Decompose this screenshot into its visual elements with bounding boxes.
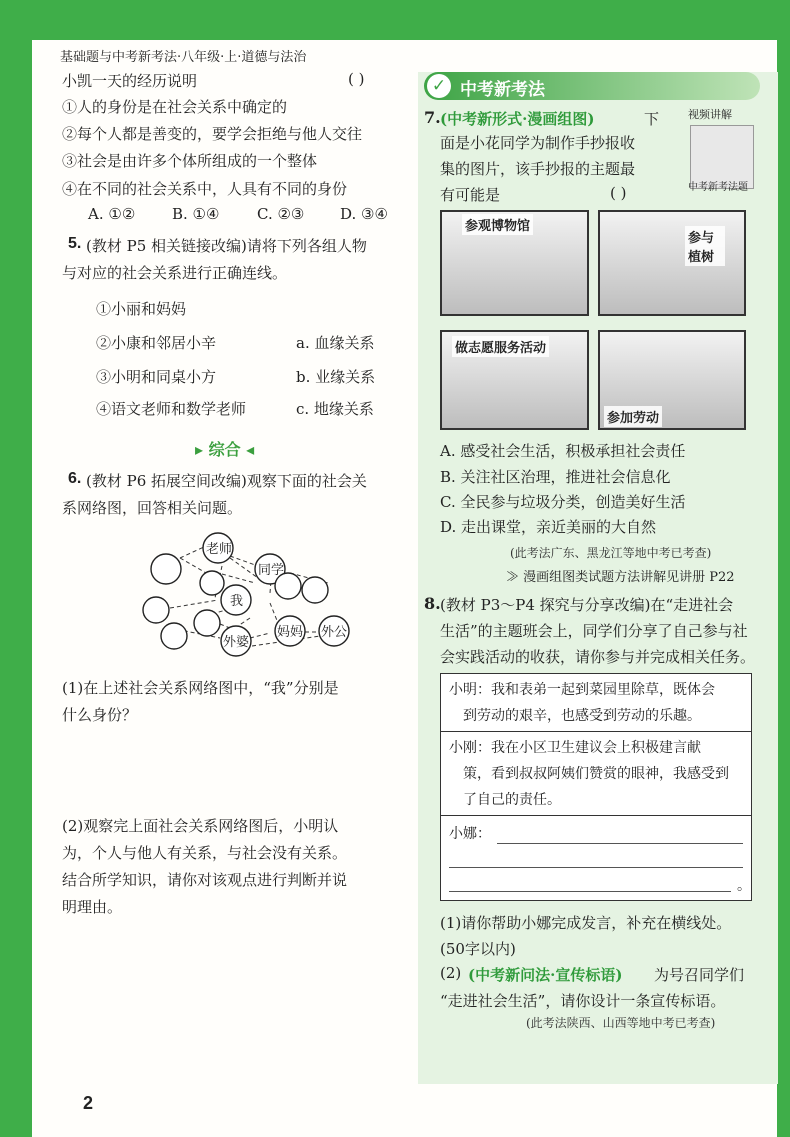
q4-choice: B. ①④	[172, 205, 220, 223]
q4-choice: C. ②③	[257, 205, 305, 223]
q5-number: 5.	[68, 235, 82, 252]
network-label-me: 我	[230, 594, 244, 609]
q6-stem-line: (教材 P6 拓展空间改编)观察下面的社会关	[86, 472, 367, 490]
network-label-grandpa: 外公	[321, 625, 348, 640]
qr-sub-label: 中考新考法题	[688, 182, 748, 193]
banner-title: 中考新考法	[460, 80, 545, 100]
q6-sub1-line: (1)在上述社会关系网络图中，“我”分别是	[62, 679, 339, 697]
q5-person: ④语文老师和数学老师	[96, 400, 247, 418]
check-icon: ✓	[427, 74, 451, 98]
share-text: 策，看到叔叔阿姨们赞赏的眼神，我感受到	[463, 766, 729, 782]
q5-relation: a. 血缘关系	[296, 334, 375, 352]
comic-image-museum	[440, 210, 589, 316]
q5-relation: b. 业缘关系	[296, 368, 376, 386]
q5-stem-line: (教材 P5 相关链接改编)请将下列各组人物	[86, 237, 367, 255]
network-node-empty	[200, 571, 224, 595]
share-text: 小娜：	[449, 826, 491, 842]
q8-stem-line: 生活”的主题班会上，同学们分享了自己参与社	[440, 622, 748, 640]
social-network-diagram	[140, 528, 370, 658]
q8-sub2-line: “走进社会生活”，请你设计一条宣传标语。	[440, 992, 726, 1010]
q4-option: ②每个人都是善变的，要学会拒绝与他人交往	[62, 125, 363, 143]
q7-tag: (中考新形式·漫画组图)	[440, 110, 595, 128]
qr-video-label: 视频讲解	[688, 108, 732, 121]
comic-image-tree-planting	[598, 210, 746, 316]
q8-stem-line: (教材 P3～P4 探究与分享改编)在“走进社会	[440, 596, 734, 614]
answer-line[interactable]	[497, 843, 743, 844]
share-row-xiaogang	[441, 731, 751, 816]
network-node-empty	[151, 554, 181, 584]
q5-person: ②小康和邻居小辛	[96, 334, 217, 352]
share-table	[440, 673, 752, 901]
q5-relation: c. 地缘关系	[296, 400, 374, 418]
section-title-comprehensive: ▸ 综合 ◂	[195, 440, 255, 459]
q6-sub1-line: 什么身份？	[62, 706, 138, 724]
q5-person: ③小明和同桌小方	[96, 368, 217, 386]
share-text: 了自己的责任。	[463, 792, 561, 808]
q6-sub2-line: 结合所学知识，请你对该观点进行判断并说	[62, 871, 348, 889]
comic-caption: 参加劳动	[604, 406, 662, 427]
q7-stem-line: 有可能是	[440, 186, 501, 204]
q7-option-d: D. 走出课堂，亲近美丽的大自然	[440, 518, 657, 536]
q6-number: 6.	[68, 470, 82, 487]
page-header: 基础题与中考新考法·八年级·上·道德与法治	[60, 50, 307, 65]
q8-sub2-prefix: (2)	[440, 964, 462, 982]
network-node-empty	[161, 623, 187, 649]
share-text: 小明：我和表弟一起到菜园里除草，既体会	[449, 682, 715, 698]
network-node-empty	[302, 577, 328, 603]
q8-sub1-line: (50字以内)	[440, 940, 516, 958]
q8-stem-line: 会实践活动的收获，请你参与并完成相关任务。	[440, 648, 756, 666]
q7-answer-paren: ( )	[610, 184, 627, 202]
share-row-xiaona	[441, 815, 751, 899]
q7-method-reference: ≫ 漫画组图类试题方法讲解见讲册 P22	[506, 570, 735, 585]
q6-stem-line: 系网络图，回答相关问题。	[62, 499, 243, 517]
q7-exam-note: (此考法广东、黑龙江等地中考已考查)	[510, 546, 712, 560]
answer-line[interactable]	[449, 891, 731, 892]
network-label-teacher: 老师	[206, 542, 233, 557]
q8-exam-note: (此考法陕西、山西等地中考已考查)	[526, 1016, 716, 1030]
q7-stem-line: 集的图片，该手抄报的主题最	[440, 160, 636, 178]
q4-choice: D. ③④	[340, 205, 388, 223]
comic-caption: 参观博物馆	[462, 214, 533, 235]
share-text: 。	[737, 878, 751, 894]
comic-caption: 参与植树	[685, 226, 725, 266]
q4-choice: A. ①②	[88, 205, 136, 223]
q4-answer-paren: ( )	[348, 70, 365, 88]
q7-stem-line: 面是小花同学为制作手抄报收	[440, 134, 636, 152]
page-number: 2	[83, 1093, 94, 1113]
q7-option-a: A. 感受社会生活，积极承担社会责任	[440, 442, 686, 460]
share-row-xiaoming	[441, 674, 751, 732]
q4-option: ④在不同的社会关系中，人具有不同的身份	[62, 180, 348, 198]
comic-image-volunteer	[440, 330, 589, 430]
q6-sub2-line: (2)观察完上面社会关系网络图后，小明认	[62, 817, 339, 835]
q5-person: ①小丽和妈妈	[96, 300, 187, 318]
q7-stem-tail: 下	[644, 110, 660, 128]
q6-sub2-line: 为，个人与他人有关系，与社会没有关系。	[62, 844, 348, 862]
network-node-empty	[194, 610, 220, 636]
q8-sub1-line: (1)请你帮助小娜完成发言，补充在横线处。	[440, 914, 732, 932]
q6-sub2-line: 明理由。	[62, 898, 123, 916]
q8-sub2-tag: (中考新问法·宣传标语)	[468, 966, 623, 984]
network-label-classmate: 同学	[258, 563, 285, 578]
answer-line[interactable]	[449, 867, 743, 868]
q8-sub2-tail: 为号召同学们	[654, 966, 745, 984]
q7-option-c: C. 全民参与垃圾分类，创造美好生活	[440, 493, 686, 511]
q7-option-b: B. 关注社区治理，推进社会信息化	[440, 468, 671, 486]
network-label-mom: 妈妈	[277, 625, 304, 640]
comic-image-labor	[598, 330, 746, 430]
network-node-empty	[143, 597, 169, 623]
share-text: 小刚：我在小区卫生建议会上积极建言献	[449, 740, 701, 756]
network-label-grandma: 外婆	[223, 635, 250, 650]
q8-number: 8.	[424, 594, 441, 613]
q7-number: 7.	[424, 108, 441, 127]
q4-option: ①人的身份是在社会关系中确定的	[62, 98, 288, 116]
comic-caption: 做志愿服务活动	[452, 336, 549, 357]
q4-stem: 小凯一天的经历说明	[62, 72, 198, 90]
share-text: 到劳动的艰辛，也感受到劳动的乐趣。	[463, 708, 701, 724]
q4-option: ③社会是由许多个体所组成的一个整体	[62, 152, 318, 170]
q5-stem-line: 与对应的社会关系进行正确连线。	[62, 264, 288, 282]
